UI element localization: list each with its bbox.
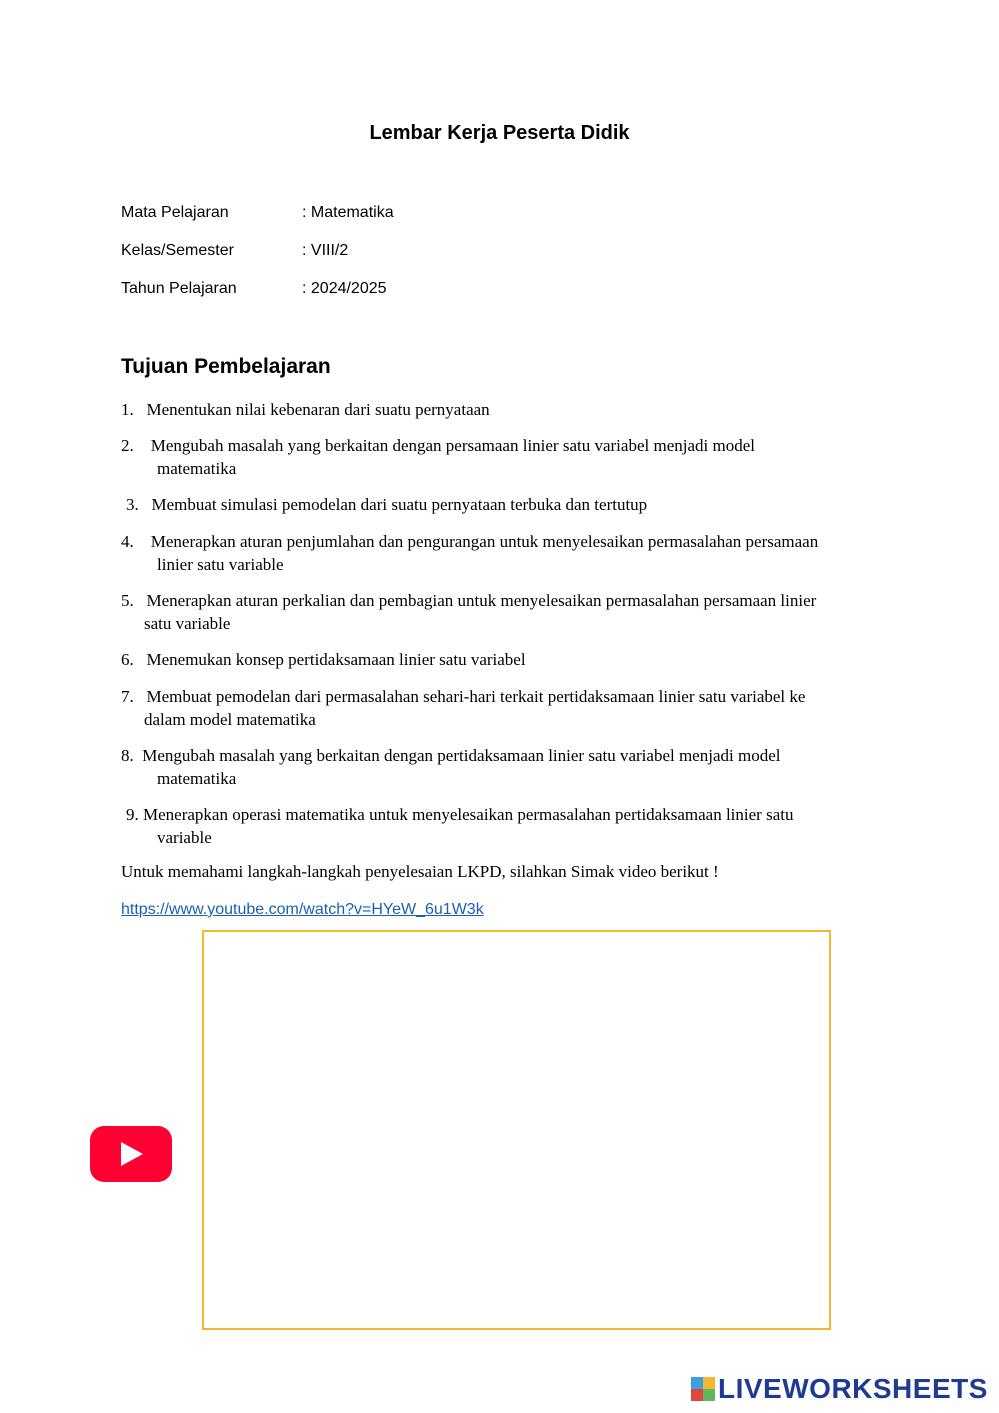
- youtube-play-icon[interactable]: [90, 1126, 172, 1182]
- objective-item: [126, 803, 896, 849]
- objective-text: Menemukan konsep pertidaksamaan linier satu variabel: [146, 650, 526, 669]
- objective-item: [126, 493, 896, 516]
- liveworksheets-logo-icon: [691, 1377, 715, 1401]
- objective-text-cont: matematika: [157, 769, 237, 788]
- meta-label: Tahun Pelajaran: [121, 280, 237, 297]
- objective-item: [121, 685, 891, 731]
- meta-value: : Matematika: [302, 204, 394, 221]
- meta-label: Kelas/Semester: [121, 242, 234, 259]
- objective-text: Membuat simulasi pemodelan dari suatu pernyataan terbuka dan tertutup: [151, 495, 648, 514]
- objective-text-cont: variable: [157, 828, 212, 847]
- meta-year: [121, 280, 387, 298]
- meta-class: [121, 242, 348, 260]
- objective-text-cont: linier satu variable: [157, 555, 284, 574]
- page-title: Lembar Kerja Peserta Didik: [369, 122, 630, 144]
- objective-text-cont: satu variable: [144, 614, 231, 633]
- objective-text: Menerapkan operasi matematika untuk menyelesaikan permasalahan pertidaksamaan linier satu: [143, 805, 794, 824]
- meta-value: : 2024/2025: [302, 280, 387, 297]
- objective-text: Mengubah masalah yang berkaitan dengan pertidaksamaan linier satu variabel menjadi model: [142, 746, 781, 765]
- objective-number: 6.: [121, 650, 134, 669]
- objective-number: 7.: [121, 687, 134, 706]
- objective-number: 2.: [121, 436, 134, 455]
- liveworksheets-brand: [691, 1372, 988, 1406]
- video-intro-text: Untuk memahami langkah-langkah penyelesaian LKPD, silahkan Simak video berikut !: [121, 862, 719, 881]
- meta-label: Mata Pelajaran: [121, 204, 229, 221]
- video-link[interactable]: https://www.youtube.com/watch?v=HYeW_6u1W3k: [121, 901, 484, 918]
- objective-text-cont: dalam model matematika: [144, 710, 316, 729]
- brand-name: LIVEWORKSHEETS: [718, 1373, 988, 1404]
- video-embed-frame[interactable]: [202, 930, 831, 1330]
- objective-number: 5.: [121, 591, 134, 610]
- objective-item: [121, 434, 891, 480]
- objective-text: Menerapkan aturan penjumlahan dan pengurangan untuk menyelesaikan permasalahan persamaan: [150, 532, 819, 551]
- objective-number: 1.: [121, 400, 134, 419]
- play-triangle-icon: [121, 1142, 143, 1166]
- objective-text-cont: matematika: [157, 459, 237, 478]
- objective-text: Membuat pemodelan dari permasalahan sehari-hari terkait pertidaksamaan linier satu variabel ke: [146, 687, 806, 706]
- objective-text: Mengubah masalah yang berkaitan dengan persamaan linier satu variabel menjadi model: [150, 436, 755, 455]
- objective-item: [121, 744, 891, 790]
- objective-item: [121, 530, 891, 576]
- meta-subject: [121, 204, 394, 222]
- objective-item: [121, 648, 891, 671]
- section-title: Tujuan Pembelajaran: [121, 355, 331, 378]
- objective-item: [121, 398, 891, 421]
- objective-text: Menentukan nilai kebenaran dari suatu pernyataan: [146, 400, 490, 419]
- objective-number: 3.: [126, 495, 139, 514]
- objective-item: [121, 589, 891, 635]
- objective-number: 8.: [121, 746, 134, 765]
- objective-number: 4.: [121, 532, 134, 551]
- objective-text: Menerapkan aturan perkalian dan pembagian untuk menyelesaikan permasalahan persamaan linier: [146, 591, 817, 610]
- objective-number: 9.: [126, 805, 139, 824]
- meta-value: : VIII/2: [302, 242, 349, 259]
